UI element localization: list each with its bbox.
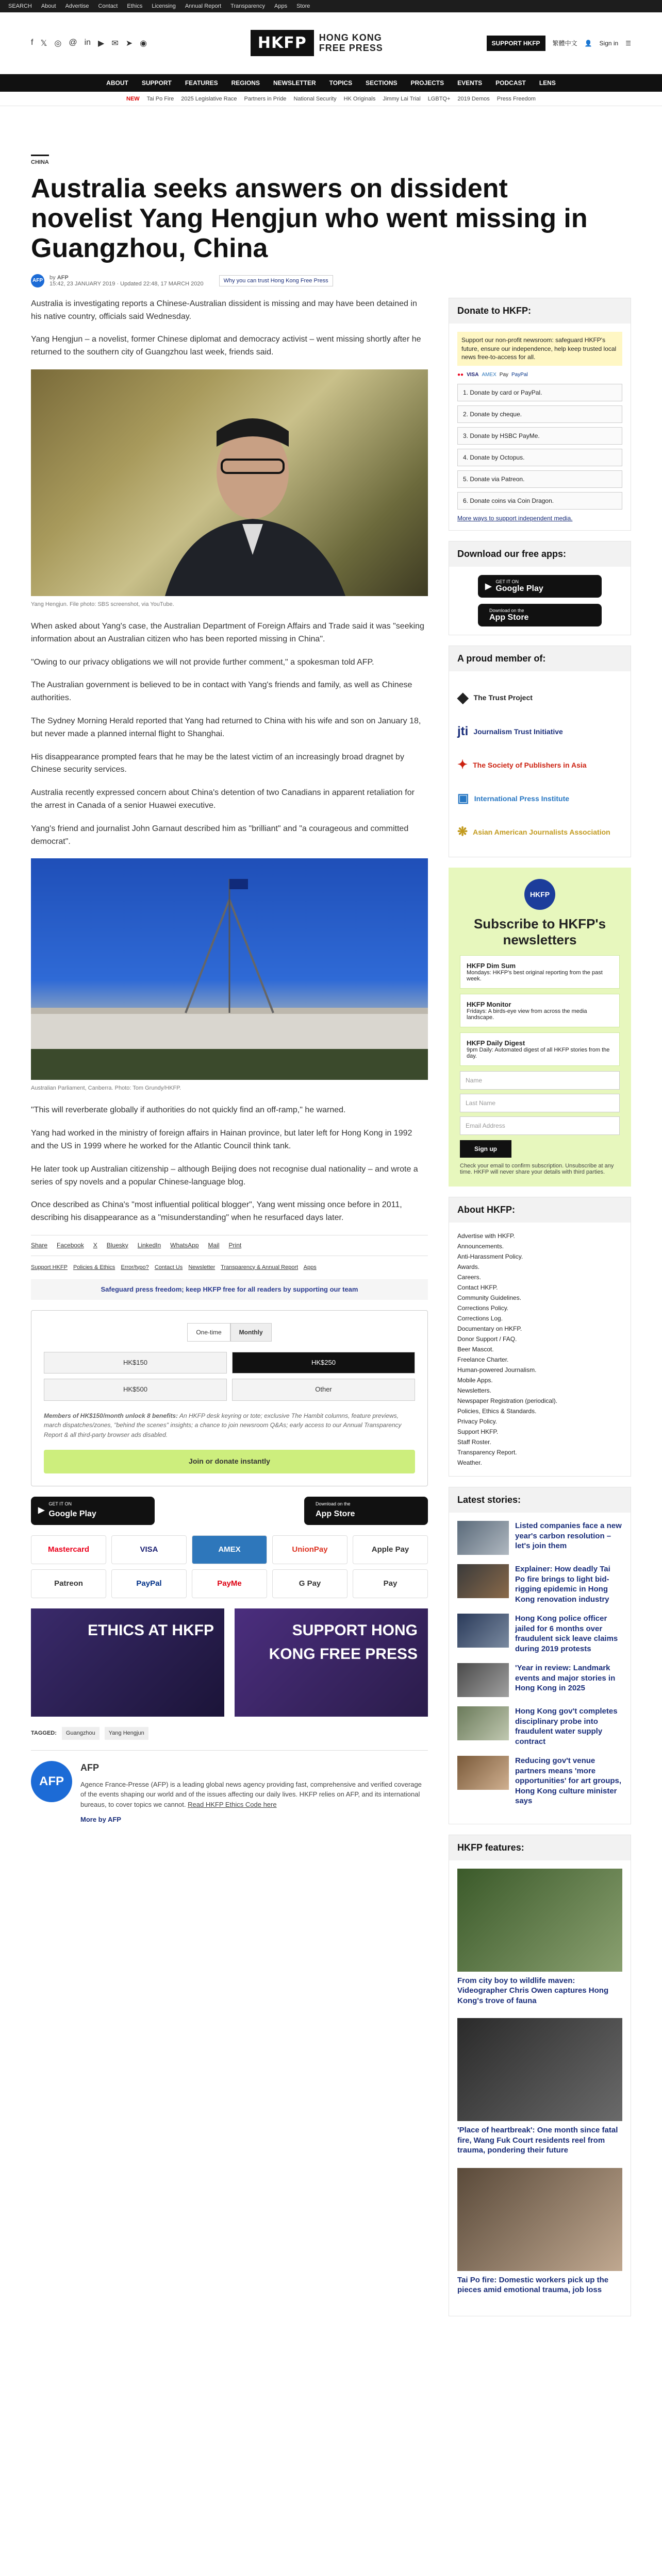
author-avatar-large[interactable]: AFP [31, 1761, 72, 1802]
partner-aaja[interactable] [457, 815, 622, 849]
paragraph: His disappearance prompted fears that he may be the latest victim of an increasingly broad dragnet by Chinese security services. [31, 752, 404, 774]
newsletter-logo: HKFP [524, 879, 555, 910]
about-box [449, 1197, 631, 1477]
unionpay-logo: UnionPay [272, 1535, 347, 1564]
author-bio-text: Agence France-Presse (AFP) is a leading global news agency providing fast, comprehensive and verified coverage of the events shaping our world and of the issues affecting our daily lives. HKFP relies on AFP, and its international bureaus, to cover topics we cannot. [80, 1780, 422, 1808]
email-field[interactable]: Email Address [460, 1116, 620, 1135]
paragraph: He later took up Australian citizenship – although Beijing does not recognise dual nationality – and wrote a series of spy novels and a popular Chinese-language blog. [31, 1164, 418, 1187]
latest-story[interactable] [457, 1663, 622, 1697]
jti-icon: jti [457, 724, 469, 739]
support-link[interactable]: Apps [303, 1264, 317, 1270]
about-link[interactable]: Beer Mascot. [457, 1346, 494, 1353]
donate-box [449, 298, 631, 531]
about-link[interactable]: Newspaper Registration (periodical). [457, 1397, 558, 1405]
about-link[interactable]: Newsletters. [457, 1387, 492, 1395]
about-link[interactable]: Community Guidelines. [457, 1294, 522, 1302]
amount-option[interactable]: Other [232, 1379, 415, 1400]
sidebar [449, 298, 631, 2327]
newsletter-box [449, 868, 631, 1187]
paragraph: Yang had worked in the ministry of foreign affairs in Hainan province, but later left for Hong Kong in 1992 and the US in 1999 where he worked for the Atlantic Council think tank. [31, 1129, 412, 1150]
amex-logo: AMEX [192, 1535, 267, 1564]
trending-label: NEW [126, 95, 140, 102]
author-name[interactable]: AFP [57, 274, 69, 281]
nav-features[interactable]: FEATURES [185, 79, 218, 87]
signin-link[interactable]: Sign in [599, 39, 619, 47]
feature-headline: 'Place of heartbreak': One month since fatal fire, Wang Fuk Court residents reel from trauma, pondering their future [457, 2126, 618, 2155]
name-field[interactable]: Name [460, 1071, 620, 1090]
story-thumbnail [457, 1706, 509, 1740]
topbar-ethics[interactable]: Ethics [127, 3, 143, 9]
main-nav [0, 74, 662, 92]
share-x[interactable]: X [93, 1241, 97, 1249]
about-list [449, 1223, 631, 1476]
newsletter-desc: Mondays: HKFP's best original reporting from the past week. [467, 970, 603, 982]
paragraph: "Owing to our privacy obligations we will not provide further comment," a spokesman told AFP. [31, 657, 374, 667]
newsletter-note: Check your email to confirm subscription. Unsubscribe at any time. HKFP will never share your details with third parties. [460, 1163, 614, 1176]
telegram-icon[interactable]: ➤ [125, 39, 133, 48]
amount-option[interactable]: HK$150 [44, 1352, 227, 1374]
features-title: HKFP features: [449, 1835, 631, 1860]
payme-logo: PayMe [192, 1569, 267, 1598]
trending-item[interactable]: National Security [293, 95, 337, 102]
newsletter-name: HKFP Daily Digest [467, 1039, 525, 1047]
support-link[interactable]: Error/typo? [121, 1264, 149, 1270]
paragraph: "This will reverberate globally if authorities do not quickly find an off-ramp," he warned. [31, 1106, 346, 1115]
sidebar-app-store[interactable] [478, 604, 602, 626]
latest-box [449, 1487, 631, 1824]
store-small: Download on the [316, 1501, 351, 1507]
patreon-logo: Patreon [31, 1569, 106, 1598]
tags-row [31, 1727, 428, 1740]
donate-more-link[interactable]: More ways to support independent media. [457, 515, 573, 522]
about-link[interactable]: Careers. [457, 1274, 482, 1281]
donate-option[interactable]: 3. Donate by HSBC PayMe. [457, 427, 622, 445]
feature-image [457, 2168, 622, 2271]
amex-icon: AMEX [482, 372, 496, 378]
apple-pay-icon: Pay [499, 372, 509, 378]
main-content [31, 139, 631, 2327]
about-link[interactable]: Donor Support / FAQ. [457, 1335, 517, 1343]
hkfp-logo[interactable] [251, 30, 383, 56]
user-icon[interactable]: 👤 [584, 39, 592, 47]
article-title: Australia seeks answers on dissident novelist Yang Hengjun who went missing in Guangzhou, China [31, 174, 588, 264]
amount-option[interactable]: HK$500 [44, 1379, 227, 1400]
nav-support[interactable]: SUPPORT [141, 79, 172, 87]
support-link[interactable]: Newsletter [188, 1264, 216, 1270]
donate-option[interactable]: 4. Donate by Octopus. [457, 449, 622, 466]
utility-bar [0, 0, 662, 12]
last-name-field[interactable]: Last Name [460, 1094, 620, 1112]
support-banner[interactable]: SUPPORT HONG KONG FREE PRESS [235, 1608, 428, 1717]
about-link[interactable]: Corrections Log. [457, 1315, 503, 1323]
author-box [31, 1750, 428, 1825]
amount-option-selected[interactable]: HK$250 [232, 1352, 415, 1374]
apple-pay-logo: Apple Pay [353, 1535, 428, 1564]
partner-jti[interactable] [457, 715, 622, 748]
nav-sections[interactable]: SECTIONS [366, 79, 398, 87]
share-print[interactable]: Print [228, 1241, 242, 1249]
store-big: Google Play [495, 584, 543, 594]
newsletter-name: HKFP Monitor [467, 1001, 511, 1009]
donate-options [457, 384, 622, 510]
store-small: Download on the [489, 608, 524, 614]
feature-image [457, 1869, 622, 1972]
support-link[interactable]: Policies & Ethics [73, 1264, 115, 1270]
language-link[interactable]: 繁體中文 [552, 40, 577, 47]
store-small: GET IT ON [48, 1501, 72, 1507]
mail-icon[interactable]: ✉ [111, 39, 119, 48]
nav-podcast[interactable]: PODCAST [495, 79, 526, 87]
member-box [449, 646, 631, 857]
features-box [449, 1835, 631, 2316]
more-by-author[interactable]: More by AFP [80, 1816, 121, 1824]
story-thumbnail [457, 1564, 509, 1598]
app-store-badge[interactable] [304, 1497, 428, 1525]
trending-bar [0, 92, 662, 106]
gpay-logo: G Pay [272, 1569, 347, 1598]
donate-option[interactable]: 6. Donate coins via Coin Dragon. [457, 492, 622, 510]
donate-option[interactable]: 5. Donate via Patreon. [457, 470, 622, 488]
donate-title: Donate to HKFP: [449, 298, 631, 324]
play-icon: ▶ [38, 1506, 45, 1515]
newsletter-option[interactable] [460, 955, 620, 989]
publish-date: 15:42, 23 JANUARY 2019 · Updated 22:48, 17 MARCH 2020 [49, 280, 204, 287]
trending-item[interactable]: 2019 Demos [457, 95, 490, 102]
topbar-advertise[interactable]: Advertise [65, 3, 89, 9]
partner-label: International Press Institute [474, 794, 570, 803]
sopa-icon: ✦ [457, 758, 468, 772]
share-label[interactable]: Share [31, 1241, 48, 1249]
about-link[interactable]: Policies, Ethics & Standards. [457, 1408, 537, 1415]
paypal-logo: PayPal [111, 1569, 187, 1598]
latest-story[interactable] [457, 1614, 622, 1654]
logo-wordmark [319, 33, 383, 54]
youtube-icon[interactable]: ▶ [98, 39, 105, 48]
paragraph: Once described as China's "most influential political blogger", Yang went missing once before in 2011, describing his disappearance as a "misunderstanding" when he resurfaced days later. [31, 1200, 402, 1223]
paragraph: Yang Hengjun – a novelist, former Chinese diplomat and democracy activist – went missing shortly after he returned to the southern city of Guangzhou last week, friends said. [31, 335, 421, 357]
about-link[interactable]: Anti-Harassment Policy. [457, 1253, 523, 1261]
story-thumbnail [457, 1756, 509, 1790]
apps-box [449, 541, 631, 635]
logo-line-1: HONG KONG [319, 32, 382, 43]
story-headline: Hong Kong police officer jailed for 6 months over fraudulent sick leave claims during 2019 protests [515, 1614, 618, 1653]
logo-line-2: FREE PRESS [319, 42, 383, 53]
store-small: GET IT ON [495, 579, 519, 585]
trending-item[interactable]: 2025 Legislative Race [181, 95, 237, 102]
freq-monthly[interactable]: Monthly [230, 1323, 272, 1342]
nav-newsletter[interactable]: NEWSLETTER [273, 79, 316, 87]
story-thumbnail [457, 1663, 509, 1697]
tags-label: TAGGED: [31, 1730, 57, 1736]
benefit-body: An HKFP desk keyring or tote; exclusive The Hambit columns, feature previews, march dispatches/zones, "behind the scenes" insights; a chance to join newsroom Q&As; early access to our Annual Transparency Report & all third-party browser ads disabled. [44, 1412, 402, 1438]
by-label: by [49, 274, 56, 281]
about-link[interactable]: Support HKFP. [457, 1428, 499, 1436]
parliament-photo [31, 858, 428, 1080]
trending-item[interactable]: Tai Po Fire [146, 95, 174, 102]
aaja-icon: ❋ [457, 825, 468, 839]
mastercard-icon: ●● [457, 372, 464, 378]
byline-text [49, 275, 204, 287]
share-bluesky[interactable]: Bluesky [106, 1241, 128, 1249]
donate-option[interactable]: 1. Donate by card or PayPal. [457, 384, 622, 401]
store-big: App Store [316, 1509, 355, 1518]
nav-projects[interactable]: PROJECTS [410, 79, 444, 87]
payment-icons [457, 372, 622, 378]
facebook-icon[interactable]: f [31, 38, 34, 47]
topbar-transparency[interactable]: Transparency [230, 3, 265, 9]
social-links [31, 38, 147, 48]
newsletter-desc: 9pm Daily: Automated digest of all HKFP stories from the day. [467, 1047, 610, 1060]
header-actions [487, 36, 631, 51]
about-link[interactable]: Weather. [457, 1459, 482, 1467]
feature-story[interactable] [457, 2168, 622, 2295]
author-info [80, 1761, 428, 1825]
trust-project-icon: ◆ [457, 689, 469, 706]
partner-label: The Trust Project [473, 693, 533, 702]
share-whatsapp[interactable]: WhatsApp [170, 1241, 199, 1249]
paragraph: Australia is investigating reports a Chinese-Australian dissident is missing and may have been detained in his native country, officials said Wednesday. [31, 299, 417, 321]
support-link[interactable]: Transparency & Annual Report [221, 1264, 299, 1270]
nav-events[interactable]: EVENTS [457, 79, 483, 87]
support-link[interactable]: Support HKFP [31, 1264, 68, 1270]
about-link[interactable]: Freelance Charter. [457, 1356, 509, 1364]
story-thumbnail [457, 1521, 509, 1555]
donation-widget [31, 1310, 428, 1486]
topbar-contact[interactable]: Contact [98, 3, 118, 9]
about-title: About HKFP: [449, 1197, 631, 1223]
visa-icon: VISA [467, 372, 479, 378]
sidebar-google-play[interactable] [478, 575, 602, 598]
partner-trust-project[interactable] [457, 680, 622, 715]
share-mail[interactable]: Mail [208, 1241, 220, 1249]
partner-label: Journalism Trust Initiative [473, 727, 563, 736]
about-link[interactable]: Mobile Apps. [457, 1377, 493, 1384]
partner-label: Asian American Journalists Association [473, 827, 610, 836]
portrait-illustration [31, 369, 428, 596]
threads-icon[interactable]: @ [69, 38, 77, 47]
author-avatar[interactable]: AFP [31, 274, 44, 287]
benefit-heading: Members of HK$150/month unlock 8 benefits: [44, 1412, 178, 1419]
parliament-illustration [31, 858, 428, 1080]
partner-ipi[interactable] [457, 782, 622, 815]
about-link[interactable]: Documentary on HKFP. [457, 1325, 522, 1333]
payment-methods [31, 1535, 428, 1598]
story-thumbnail [457, 1614, 509, 1648]
author-box-name[interactable]: AFP [80, 1762, 99, 1773]
newsletter-name: HKFP Dim Sum [467, 962, 516, 970]
feature-image [457, 2018, 622, 2121]
signup-button[interactable]: Sign up [460, 1140, 511, 1158]
content-columns [31, 298, 631, 2327]
x-icon[interactable]: 𝕏 [40, 39, 47, 48]
instagram-icon[interactable]: ◎ [54, 39, 62, 48]
latest-story[interactable] [457, 1521, 622, 1555]
apps-title: Download our free apps: [449, 541, 631, 567]
brand-header [0, 12, 662, 74]
share-facebook[interactable]: Facebook [57, 1241, 84, 1249]
paragraph: When asked about Yang's case, the Australian Department of Foreign Affairs and Trade said it was "seeking information about an Australian citizen who has been reported missing in China". [31, 621, 424, 643]
benefit-text [44, 1411, 415, 1440]
byline [31, 274, 631, 287]
about-link[interactable]: Awards. [457, 1263, 480, 1271]
visa-logo: VISA [111, 1535, 187, 1564]
trending-item[interactable]: LGBTQ+ [427, 95, 451, 102]
partner-label: The Society of Publishers in Asia [473, 760, 587, 769]
frequency-toggle [44, 1323, 415, 1342]
feature-headline: Tai Po fire: Domestic workers pick up the pieces amid emotional trauma, job loss [457, 2275, 609, 2295]
about-link[interactable]: Transparency Report. [457, 1449, 517, 1456]
category-label[interactable]: CHINA [31, 155, 49, 165]
newsletter-option[interactable] [460, 1032, 620, 1066]
tag[interactable]: Guangzhou [62, 1727, 100, 1740]
share-linkedin[interactable]: LinkedIn [137, 1241, 161, 1249]
paypal-icon: PayPal [511, 372, 528, 378]
promo-banners [31, 1608, 428, 1717]
ethics-code-link[interactable]: Read HKFP Ethics Code here [188, 1800, 277, 1808]
play-icon: ▶ [485, 582, 492, 591]
latest-story[interactable] [457, 1756, 622, 1806]
about-link[interactable]: Human-powered Journalism. [457, 1366, 537, 1374]
donate-option[interactable]: 2. Donate by cheque. [457, 405, 622, 423]
freq-one-time[interactable]: One-time [187, 1323, 230, 1342]
story-headline: 'Year in review: Landmark events and major stories in Hong Kong in 2025 [515, 1664, 616, 1693]
partner-sopa[interactable] [457, 748, 622, 782]
about-link[interactable]: Staff Roster. [457, 1438, 491, 1446]
topbar-store[interactable]: Store [296, 3, 310, 9]
about-link[interactable]: Contact HKFP. [457, 1284, 498, 1292]
linkedin-icon[interactable]: in [84, 38, 91, 47]
google-play-badge[interactable] [31, 1497, 155, 1525]
topbar-search[interactable]: SEARCH [8, 3, 32, 9]
story-headline: Hong Kong gov't completes disciplinary probe into fraudulent water supply contract [515, 1707, 618, 1746]
feature-story[interactable] [457, 2018, 622, 2156]
article-body [31, 298, 428, 2327]
store-big: Google Play [48, 1509, 96, 1518]
about-link[interactable]: Advertise with HKFP. [457, 1232, 515, 1240]
share-bar [31, 1235, 428, 1256]
photo-caption: Yang Hengjun. File photo: SBS screenshot, via YouTube. [31, 601, 174, 607]
newsletter-option[interactable] [460, 994, 620, 1027]
paragraph: Yang's friend and journalist John Garnaut described him as "brilliant" and "a courageous and committed democrat". [31, 824, 409, 846]
topbar-annual-report[interactable]: Annual Report [185, 3, 222, 9]
yang-hengjun-photo [31, 369, 428, 596]
about-link[interactable]: Announcements. [457, 1243, 504, 1250]
newsletter-desc: Fridays: A birds-eye view from across the media landscape. [467, 1008, 587, 1021]
author-bio [80, 1780, 428, 1810]
nav-lens[interactable]: LENS [539, 79, 556, 87]
amount-options [44, 1352, 415, 1400]
feature-story[interactable] [457, 1869, 622, 2006]
member-title: A proud member of: [449, 646, 631, 671]
trust-link[interactable]: Why you can trust Hong Kong Free Press [219, 275, 333, 286]
trending-item[interactable]: Partners in Pride [244, 95, 287, 102]
support-link[interactable]: Contact Us [154, 1264, 183, 1270]
paragraph: The Australian government is believed to be in contact with Yang's friends and family, as well as Chinese authorities. [31, 681, 412, 703]
nav-topics[interactable]: TOPICS [329, 79, 353, 87]
topbar-about[interactable]: About [41, 3, 56, 9]
store-badges [31, 1497, 428, 1525]
mastercard-logo: Mastercard [31, 1535, 106, 1564]
menu-icon[interactable]: ☰ [625, 39, 631, 47]
story-headline: Reducing gov't venue partners means 'more opportunities' for art groups, Hong Kong culture minister says [515, 1756, 622, 1806]
topbar-licensing[interactable]: Licensing [152, 3, 176, 9]
store-big: App Store [489, 613, 529, 622]
trending-item[interactable]: Press Freedom [496, 95, 536, 102]
support-button[interactable]: SUPPORT HKFP [487, 36, 545, 51]
pay-logo: Pay [353, 1569, 428, 1598]
latest-story[interactable] [457, 1564, 622, 1604]
join-donate-button[interactable]: Join or donate instantly [44, 1450, 415, 1473]
latest-title: Latest stories: [449, 1487, 631, 1513]
nav-regions[interactable]: REGIONS [231, 79, 260, 87]
about-link[interactable]: Privacy Policy. [457, 1418, 498, 1426]
ethics-banner[interactable]: ETHICS AT HKFP [31, 1608, 224, 1717]
safeguard-banner[interactable]: Safeguard press freedom; keep HKFP free for all readers by supporting our team [31, 1279, 428, 1300]
ipi-icon: ▣ [457, 791, 469, 806]
paragraph: The Sydney Morning Herald reported that Yang had returned to China with his wife and son on January 18, but never made a planned internal flight to Shanghai. [31, 716, 421, 738]
newsletter-title: Subscribe to HKFP's newsletters [473, 916, 606, 948]
story-headline: Explainer: How deadly Tai Po fire brings to light bid-rigging epidemic in Hong Kong renovation industry [515, 1565, 610, 1604]
photo-caption: Australian Parliament, Canberra. Photo: Tom Grundy/HKFP. [31, 1085, 181, 1092]
rss-icon[interactable]: ◉ [140, 39, 147, 48]
feature-headline: From city boy to wildlife maven: Videographer Chris Owen captures Hong Kong's trove of fauna [457, 1976, 609, 2005]
donate-intro: Support our non-profit newsroom: safeguard HKFP's future, ensure our independence, help keep trusted local news free-to-access for all. [457, 332, 622, 366]
about-link[interactable]: Corrections Policy. [457, 1304, 509, 1312]
trending-item[interactable]: HK Originals [343, 95, 376, 102]
nav-about[interactable]: ABOUT [106, 79, 128, 87]
latest-story[interactable] [457, 1706, 622, 1747]
tag[interactable]: Yang Hengjun [105, 1727, 148, 1740]
paragraph: Australia recently expressed concern about China's detention of two Canadians in apparent retaliation for the arrest in Canada of a senior Huawei executive. [31, 788, 415, 810]
trending-item[interactable]: Jimmy Lai Trial [383, 95, 421, 102]
topbar-apps[interactable]: Apps [274, 3, 288, 9]
support-links [31, 1263, 428, 1272]
story-headline: Listed companies face a new year's carbon resolution – let's join them [515, 1521, 622, 1551]
logo-mark: HKFP [251, 30, 314, 56]
